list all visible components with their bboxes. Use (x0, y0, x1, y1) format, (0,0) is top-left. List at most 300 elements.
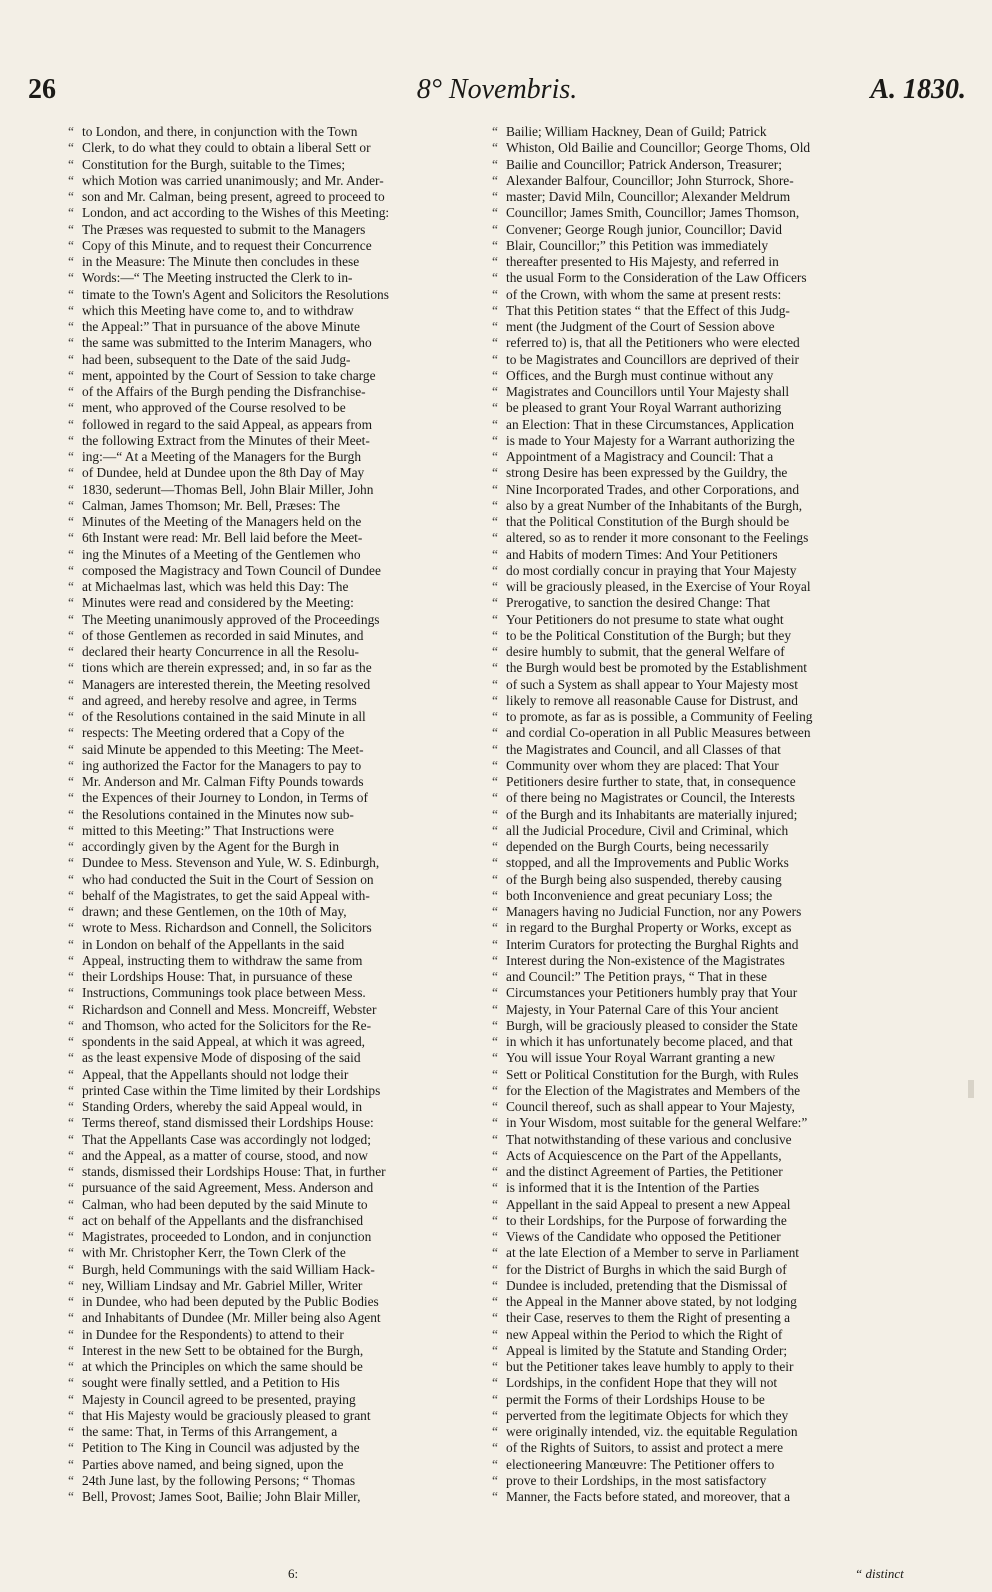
right-column-line (492, 920, 944, 936)
left-column-line-text: Minutes were read and considered by the Meeting: (82, 595, 354, 611)
right-column-line (492, 1034, 944, 1050)
right-column-line-text: strong Desire has been expressed by the Guildry, the (506, 465, 788, 481)
quote-mark: “ (68, 806, 74, 822)
left-column-line (68, 709, 514, 725)
quote-mark: “ (68, 367, 74, 383)
quote-mark: “ (68, 1229, 74, 1244)
left-column-line-text: Minutes of the Meeting of the Managers held on the (82, 514, 362, 529)
right-column-line (492, 1327, 944, 1343)
left-column-line (68, 1440, 514, 1456)
left-column-line (68, 140, 514, 156)
left-column-line-text: respects: The Meeting ordered that a Copy of the (82, 725, 345, 741)
quote-mark: “ (68, 887, 74, 903)
right-column-line (492, 352, 944, 368)
left-column-line-text: ing authorized the Factor for the Managers to pay to (82, 757, 362, 773)
left-column-line-text: 6th Instant were read: Mr. Bell laid before the Meet- (82, 530, 363, 546)
quote-mark: “ (492, 1180, 498, 1196)
right-column-line-text: and Council:” The Petition prays, “ That in these (506, 969, 767, 984)
quote-mark: “ (492, 189, 498, 204)
right-column-line (492, 1083, 944, 1099)
left-column-line (68, 384, 514, 400)
left-column-line-text: and the Appeal, as a matter of course, stood, and now (82, 1147, 368, 1163)
left-column-line-text: Parties above named, and being signed, upon the (82, 1456, 344, 1472)
right-column-line-text: the Appeal in the Manner above stated, by not lodging (506, 1294, 797, 1309)
left-column-line (68, 595, 514, 611)
right-column-line (492, 660, 944, 676)
quote-mark: “ (492, 1310, 498, 1326)
quote-mark: “ (68, 1310, 74, 1326)
right-column-line-text: Petitioners desire further to state, that, in consequence (506, 774, 796, 789)
quote-mark: “ (68, 676, 74, 692)
right-column-line (492, 1343, 944, 1359)
left-column-line (68, 303, 514, 319)
quote-mark: “ (68, 969, 74, 984)
left-column-line-text: ment, who approved of the Course resolved to be (82, 400, 346, 416)
left-column-line (68, 270, 514, 286)
quote-mark: “ (492, 822, 498, 838)
right-column-line (492, 1067, 944, 1083)
left-column-line (68, 725, 514, 741)
right-column-line-text: that the Political Constitution of the Burgh should be (506, 514, 790, 529)
right-column-line (492, 1489, 944, 1505)
quote-mark: “ (68, 1375, 74, 1391)
quote-mark: “ (492, 465, 498, 481)
left-column-line (68, 1132, 514, 1148)
left-column-line (68, 1343, 514, 1359)
left-column-line-text: sought were finally settled, and a Petition to His (82, 1375, 340, 1391)
quote-mark: “ (68, 741, 74, 757)
left-column-line-text: Calman, James Thomson; Mr. Bell, Præses: The (82, 497, 341, 513)
quote-mark: “ (68, 189, 74, 204)
left-column-line-text: the Resolutions contained in the Minutes now sub- (82, 806, 354, 822)
quote-mark: “ (492, 579, 498, 594)
quote-mark: “ (492, 757, 498, 773)
right-column-line-text: Bailie and Councillor; Patrick Anderson, Treasurer; (506, 156, 782, 172)
left-column-line-text: Bell, Provost; James Soot, Bailie; John Blair Miller, (82, 1489, 361, 1504)
left-column-line-text: Instructions, Communings took place between Mess. (82, 985, 366, 1001)
quote-mark: “ (492, 270, 498, 286)
left-column-line-text: which this Meeting have come to, and to withdraw (82, 302, 354, 318)
quote-mark: “ (68, 855, 74, 871)
left-column-line-text: said Minute be appended to this Meeting: The Meet- (82, 741, 364, 757)
right-column-line-text: Your Petitioners do not presume to state what ought (506, 611, 784, 627)
quote-mark: “ (68, 725, 74, 741)
quote-mark: “ (492, 319, 498, 334)
right-column-line (492, 839, 944, 855)
quote-mark: “ (68, 1099, 74, 1114)
quote-mark: “ (492, 806, 498, 822)
quote-mark: “ (492, 871, 498, 887)
quote-mark: “ (68, 1391, 74, 1407)
quote-mark: “ (492, 1212, 498, 1228)
left-column-line (68, 1489, 514, 1505)
quote-mark: “ (492, 497, 498, 513)
quote-mark: “ (492, 611, 498, 627)
quote-mark: “ (492, 1050, 498, 1066)
quote-mark: “ (68, 1277, 74, 1293)
left-column-line (68, 1083, 514, 1099)
quote-mark: “ (492, 416, 498, 432)
left-column-line-text: Appeal, instructing them to withdraw the same from (82, 952, 363, 968)
quote-mark: “ (68, 952, 74, 968)
right-column (492, 124, 944, 1505)
right-column-line-text: of the Burgh and its Inhabitants are materially injured; (506, 806, 798, 822)
right-column-line-text: to promote, as far as is possible, a Community of Feeling (506, 709, 813, 724)
right-column-line (492, 222, 944, 238)
left-column-line-text: of the Resolutions contained in the said Minute in all (82, 709, 366, 724)
right-column-line (492, 612, 944, 628)
quote-mark: “ (492, 904, 498, 919)
right-column-line (492, 742, 944, 758)
quote-mark: “ (492, 1082, 498, 1098)
quote-mark: “ (492, 969, 498, 984)
quote-mark: “ (492, 156, 498, 172)
right-column-line-text: Burgh, will be graciously pleased to consider the State (506, 1017, 798, 1033)
quote-mark: “ (68, 1115, 74, 1131)
left-column-line-text: ment, appointed by the Court of Session to take charge (82, 367, 376, 383)
quote-mark: “ (492, 1359, 498, 1374)
right-column-line-text: of there being no Magistrates or Council, the Interests (506, 790, 795, 806)
quote-mark: “ (68, 611, 74, 627)
left-column-line (68, 1457, 514, 1473)
right-column-line-text: stopped, and all the Improvements and Public Works (506, 855, 789, 871)
left-column-line (68, 628, 514, 644)
left-column-line-text: in the Measure: The Minute then concludes in these (82, 254, 360, 269)
quote-mark: “ (68, 1342, 74, 1358)
left-column-line (68, 1034, 514, 1050)
right-column-line (492, 400, 944, 416)
right-column-line-text: and the distinct Agreement of Parties, the Petitioner (506, 1164, 783, 1179)
quote-mark: “ (68, 270, 74, 286)
quote-mark: “ (68, 1456, 74, 1472)
left-column-line (68, 985, 514, 1001)
left-column-line (68, 319, 514, 335)
left-column-line (68, 579, 514, 595)
left-column-line-text: Richardson and Connell and Mess. Moncreiff, Webster (82, 1001, 377, 1017)
left-column-line (68, 1424, 514, 1440)
left-column-line-text: Petition to The King in Council was adjusted by the (82, 1440, 360, 1456)
right-column-line-text: Council thereof, such as shall appear to Your Majesty, (506, 1099, 795, 1114)
quote-mark: “ (492, 644, 498, 659)
left-column-line (68, 855, 514, 871)
right-column-line (492, 758, 944, 774)
left-column-line (68, 1148, 514, 1164)
quote-mark: “ (492, 627, 498, 643)
right-column-line (492, 1359, 944, 1375)
quote-mark: “ (68, 335, 74, 351)
left-column-line-text: Dundee to Mess. Stevenson and Yule, W. S. Edinburgh, (82, 855, 380, 871)
left-column-line (68, 1067, 514, 1083)
right-column-line-text: the Magistrates and Council, and all Classes of that (506, 741, 781, 757)
quote-mark: “ (68, 546, 74, 562)
left-column-line-text: Calman, who had been deputed by the said Minute to (82, 1196, 368, 1212)
quote-mark: “ (492, 367, 498, 383)
left-column-line-text: followed in regard to the said Appeal, as appears from (82, 416, 373, 432)
right-column-line-text: to their Lordships, for the Purpose of forwarding the (506, 1212, 787, 1228)
left-column-line (68, 1473, 514, 1489)
left-column-line-text: of the Affairs of the Burgh pending the Disfranchise- (82, 384, 366, 399)
page-header (28, 74, 966, 114)
right-column-line (492, 449, 944, 465)
left-column-line-text: that His Majesty would be graciously pleased to grant (82, 1407, 371, 1423)
left-column-line (68, 1213, 514, 1229)
left-column-line-text: ney, William Lindsay and Mr. Gabriel Miller, Writer (82, 1277, 363, 1293)
left-column-line-text: as the least expensive Mode of disposing of the said (82, 1050, 361, 1066)
right-column-line-text: Alexander Balfour, Councillor; John Sturrock, Shore- (506, 172, 794, 188)
left-column-line-text: Magistrates, proceeded to London, and in conjunction (82, 1229, 372, 1244)
quote-mark: “ (492, 1115, 498, 1131)
quote-mark: “ (68, 514, 74, 529)
quote-mark: “ (492, 1001, 498, 1017)
left-column-line-text: ing the Minutes of a Meeting of the Gentlemen who (82, 546, 361, 562)
left-column-line-text: The Præses was requested to submit to the Managers (82, 221, 366, 237)
left-column-line (68, 660, 514, 676)
quote-mark: “ (68, 1489, 74, 1504)
right-column-line (492, 384, 944, 400)
page-number: 26 (28, 74, 56, 105)
right-column-line (492, 254, 944, 270)
quote-mark: “ (68, 1245, 74, 1261)
right-column-line-text: referred to) is, that all the Petitioners who were elected (506, 335, 800, 351)
left-column-line (68, 514, 514, 530)
left-column-line (68, 1018, 514, 1034)
left-column-line (68, 1164, 514, 1180)
quote-mark: “ (492, 530, 498, 546)
quote-mark: “ (68, 1212, 74, 1228)
quote-mark: “ (68, 205, 74, 221)
right-column-line-text: Offices, and the Burgh must continue without any (506, 367, 774, 383)
left-column-line-text: and Inhabitants of Dundee (Mr. Miller being also Agent (82, 1310, 381, 1326)
right-column-line (492, 173, 944, 189)
right-column-line-text: be pleased to grant Your Royal Warrant authorizing (506, 400, 782, 416)
quote-mark: “ (68, 904, 74, 919)
right-column-line-text: an Election: That in these Circumstances, Application (506, 416, 794, 432)
left-column-line-text: Standing Orders, whereby the said Appeal would, in (82, 1099, 363, 1114)
quote-mark: “ (492, 774, 498, 789)
quote-mark: “ (68, 465, 74, 481)
quote-mark: “ (68, 1359, 74, 1374)
quote-mark: “ (492, 1294, 498, 1309)
quote-mark: “ (492, 1099, 498, 1114)
quote-mark: “ (68, 660, 74, 676)
right-column-line (492, 189, 944, 205)
right-column-line (492, 644, 944, 660)
left-column-line (68, 465, 514, 481)
left-column-line (68, 920, 514, 936)
quote-mark: “ (492, 384, 498, 399)
left-column-line-text: behalf of the Magistrates, to get the said Appeal with- (82, 887, 370, 903)
quote-mark: “ (492, 514, 498, 529)
right-column-line-text: Community over whom they are placed: That Your (506, 757, 779, 773)
left-column-line-text: Appeal, that the Appellants should not lodge their (82, 1066, 349, 1082)
left-column-line (68, 807, 514, 823)
quote-mark: “ (492, 1391, 498, 1407)
quote-mark: “ (492, 546, 498, 562)
quote-mark: “ (492, 1456, 498, 1472)
quote-mark: “ (68, 579, 74, 594)
right-column-line (492, 1310, 944, 1326)
left-column-line-text: at Michaelmas last, which was held this Day: The (82, 579, 349, 594)
right-column-line-text: their Case, reserves to them the Right of presenting a (506, 1310, 791, 1326)
right-column-line (492, 725, 944, 741)
right-column-line-text: thereafter presented to His Majesty, and referred in (506, 254, 779, 269)
quote-mark: “ (68, 481, 74, 497)
quote-mark: “ (492, 692, 498, 708)
quote-mark: “ (492, 351, 498, 367)
quote-mark: “ (492, 335, 498, 351)
left-column-line (68, 693, 514, 709)
right-column-line (492, 1148, 944, 1164)
left-column-line-text: 24th June last, by the following Persons; “ Thomas (82, 1472, 356, 1488)
right-column-line-text: master; David Miln, Councillor; Alexander Meldrum (506, 189, 791, 204)
left-column-line (68, 547, 514, 563)
left-column-line (68, 417, 514, 433)
right-column-line-text: Nine Incorporated Trades, and other Corporations, and (506, 481, 800, 497)
right-column-line-text: Manner, the Facts before stated, and moreover, that a (506, 1489, 791, 1504)
quote-mark: “ (68, 1180, 74, 1196)
right-column-line (492, 969, 944, 985)
left-column-line-text: wrote to Mess. Richardson and Connell, the Solicitors (82, 920, 372, 936)
quote-mark: “ (492, 1147, 498, 1163)
left-column-line (68, 1278, 514, 1294)
right-column-line (492, 790, 944, 806)
left-column-line-text: Terms thereof, stand dismissed their Lordships House: (82, 1115, 374, 1131)
left-column-line (68, 644, 514, 660)
right-column-line-text: the Burgh would best be promoted by the Establishment (506, 660, 808, 676)
right-column-line (492, 1245, 944, 1261)
left-column-line-text: Constitution for the Burgh, suitable to the Times; (82, 156, 346, 172)
left-column-line (68, 774, 514, 790)
quote-mark: “ (492, 1424, 498, 1439)
right-column-line-text: That this Petition states “ that the Effect of this Judg- (506, 302, 790, 318)
right-column-line-text: Blair, Councillor;” this Petition was immediately (506, 237, 769, 253)
right-column-line-text: also by a great Number of the Inhabitants of the Burgh, (506, 497, 803, 513)
right-column-line (492, 514, 944, 530)
quote-mark: “ (492, 1375, 498, 1391)
left-column-line (68, 124, 514, 140)
right-column-line (492, 465, 944, 481)
right-column-line (492, 823, 944, 839)
right-column-line-text: Magistrates and Councillors until Your Majesty shall (506, 384, 790, 399)
quote-mark: “ (492, 985, 498, 1001)
left-column-line (68, 1359, 514, 1375)
quote-mark: “ (68, 302, 74, 318)
quote-mark: “ (68, 1082, 74, 1098)
quote-mark: “ (68, 1472, 74, 1488)
left-column-line (68, 1197, 514, 1213)
right-column-line-text: for the District of Burghs in which the said Burgh of (506, 1261, 787, 1277)
right-column-line (492, 547, 944, 563)
left-column-line (68, 222, 514, 238)
right-column-line (492, 985, 944, 1001)
right-column-line (492, 937, 944, 953)
left-column-line (68, 1245, 514, 1261)
right-column-line-text: but the Petitioner takes leave humbly to apply to their (506, 1359, 794, 1374)
right-column-line-text: permit the Forms of their Lordships House to be (506, 1391, 765, 1407)
right-column-line (492, 1099, 944, 1115)
left-column-line (68, 677, 514, 693)
left-column-line (68, 823, 514, 839)
right-column-line-text: Bailie; William Hackney, Dean of Guild; Patrick (506, 124, 767, 139)
left-column-line (68, 969, 514, 985)
quote-mark: “ (68, 530, 74, 546)
right-column-line-text: altered, so as to render it more consonant to the Feelings (506, 530, 809, 546)
right-column-line (492, 368, 944, 384)
left-column-line (68, 904, 514, 920)
right-column-line-text: at the late Election of a Member to serve in Parliament (506, 1245, 799, 1261)
left-column-line-text: mitted to this Meeting:” That Instructions were (82, 822, 334, 838)
left-column-line (68, 287, 514, 303)
right-column-line (492, 1457, 944, 1473)
left-column-line-text: and agreed, and hereby resolve and agree, in Terms (82, 692, 357, 708)
left-column-line (68, 352, 514, 368)
left-column-line-text: stands, dismissed their Lordships House: That, in further (82, 1164, 386, 1179)
left-column-line (68, 335, 514, 351)
quote-mark: “ (68, 1017, 74, 1033)
left-column-line-text: of those Gentlemen as recorded in said Minutes, and (82, 627, 364, 643)
right-column-line (492, 1262, 944, 1278)
left-column-line (68, 612, 514, 628)
quote-mark: “ (492, 709, 498, 724)
quote-mark: “ (68, 1131, 74, 1147)
quote-mark: “ (68, 432, 74, 448)
quote-mark: “ (68, 1261, 74, 1277)
left-column-line (68, 530, 514, 546)
right-column-line (492, 1050, 944, 1066)
right-column-line (492, 872, 944, 888)
quote-mark: “ (68, 1147, 74, 1163)
left-column-line-text: tions which are therein expressed; and, in so far as the (82, 660, 372, 676)
quote-mark: “ (492, 1017, 498, 1033)
right-column-line-text: Appointment of a Magistracy and Council: That a (506, 449, 774, 464)
left-column-line (68, 1392, 514, 1408)
right-column-line (492, 1424, 944, 1440)
right-column-line (492, 530, 944, 546)
right-column-line-text: of such a System as shall appear to Your Majesty most (506, 676, 798, 692)
left-column-line-text: accordingly given by the Agent for the Burgh in (82, 839, 340, 854)
quote-mark: “ (68, 936, 74, 952)
quote-mark: “ (68, 1407, 74, 1423)
left-column-line (68, 157, 514, 173)
right-column-line (492, 1180, 944, 1196)
right-column-line (492, 1213, 944, 1229)
quote-mark: “ (68, 497, 74, 513)
right-column-line-text: Convener; George Rough junior, Councillor; David (506, 221, 782, 237)
left-column-line (68, 1375, 514, 1391)
quote-mark: “ (68, 221, 74, 237)
left-column-line (68, 254, 514, 270)
right-column-line (492, 335, 944, 351)
right-column-line-text: Appellant in the said Appeal to present a new Appeal (506, 1196, 791, 1212)
quote-mark: “ (68, 140, 74, 156)
right-column-line-text: That notwithstanding of these various and conclusive (506, 1131, 792, 1147)
quote-mark: “ (68, 172, 74, 188)
left-column-line-text: Burgh, held Communings with the said William Hack- (82, 1261, 375, 1277)
quote-mark: “ (68, 1424, 74, 1439)
left-column-line-text: had been, subsequent to the Date of the said Judg- (82, 351, 351, 367)
right-column-line-text: of the Rights of Suitors, to assist and protect a mere (506, 1440, 784, 1456)
right-column-line (492, 628, 944, 644)
quote-mark: “ (492, 1489, 498, 1504)
quote-mark: “ (492, 172, 498, 188)
quote-mark: “ (68, 1196, 74, 1212)
left-column-line (68, 449, 514, 465)
right-column-line (492, 888, 944, 904)
left-column-line-text: which Motion was carried unanimously; and Mr. Ander- (82, 172, 384, 188)
right-column-line-text: in Your Wisdom, most suitable for the general Welfare:” (506, 1115, 808, 1131)
right-column-line-text: and cordial Co-operation in all Public Measures between (506, 725, 811, 741)
left-column-line (68, 433, 514, 449)
